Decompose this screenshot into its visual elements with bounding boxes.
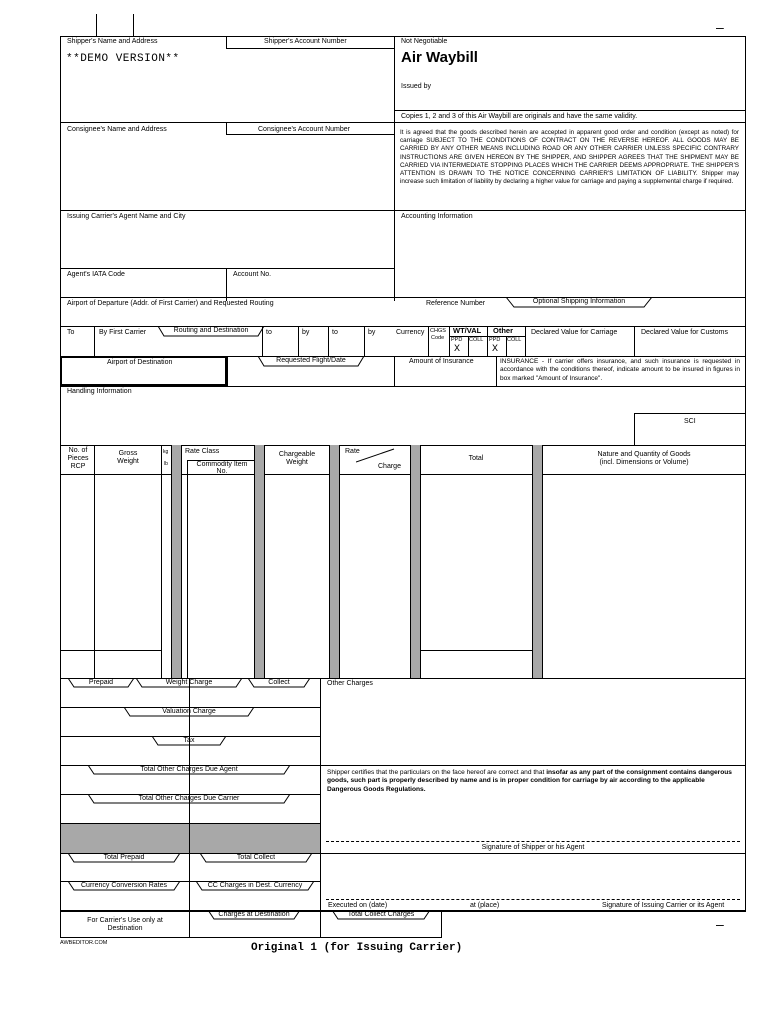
ppd2-label: PPD xyxy=(489,337,501,343)
total-label: Total xyxy=(468,455,484,462)
carrier-signature-label: Signature of Issuing Carrier or its Agent xyxy=(602,902,725,909)
goods-separator-5 xyxy=(532,445,542,678)
other-agent-tab xyxy=(88,765,290,776)
other-ppd-mark[interactable]: X xyxy=(492,344,499,355)
pieces-label: No. of Pieces RCP xyxy=(67,447,89,470)
rate-label: Rate xyxy=(345,448,360,455)
corner-dash-bottom: – xyxy=(716,916,724,932)
route-to2-label: to xyxy=(266,329,272,336)
handling-info-label: Handling Information xyxy=(67,388,132,395)
code-label: Code xyxy=(431,335,445,341)
route-by2-label: by xyxy=(302,329,310,336)
kg-label: kg xyxy=(163,449,169,455)
total-collect-tab xyxy=(200,853,312,864)
rate-class-label: Rate Class xyxy=(185,448,220,455)
binding-mark-left xyxy=(96,14,97,36)
conversion-tab xyxy=(68,881,180,892)
conditions-text: It is agreed that the goods described herein are accepted in apparent good order and condition (except as noted) for carriage SUBJECT TO THE CONDITIONS OF CONTRACT ON THE REVERSE HEREOF. ALL GOODS MAY BE CARRIED BY ANY OTHER MEANS INCLUDING ROAD OR ANY OTHER CARRIER UNLESS SPECIFIC CONTRARY INSTRUCTIONS ARE GIVEN HEREON BY THE SHIPPER, AND SHIPPER AGREES THAT THE SHIPMENT MAY BE CARRIED VIA INTERMEDIATE STOPPING PLACES WHICH THE CARRIER DEEMS APPROPRIATE. THE SHIPPER'S ATTENTION IS DRAWN TO THE NOTICE CONCERNING CARRIER'S LIMITATION OF LIABILITY. Shipper may increase such limitation of liability by declaring a higher value for carriage and paying a supplemental charge if required. xyxy=(400,129,739,186)
original-copy-label: Original 1 (for Issuing Carrier) xyxy=(251,942,463,954)
goods-separator-2 xyxy=(254,445,264,678)
total-collect-label: Total Collect xyxy=(236,854,276,861)
other-label: Other xyxy=(493,326,514,335)
nature-goods-sub: (incl. Dimensions or Volume) xyxy=(599,459,689,466)
shaded-collect-cell xyxy=(190,824,320,853)
chgs-label: CHGS xyxy=(430,328,446,334)
awb-title: Air Waybill xyxy=(401,49,478,66)
shipper-signature-label: Signature of Shipper or his Agent xyxy=(481,844,585,851)
optional-shipping-label: Optional Shipping Information xyxy=(532,298,626,305)
charges-destination-tab xyxy=(208,910,300,921)
departure-label: Airport of Departure (Addr. of First Carrier) and Requested Routing xyxy=(67,300,274,307)
tax-tab xyxy=(152,736,226,747)
route-to-label: To xyxy=(67,329,75,336)
commodity-label: Commodity Item No. xyxy=(196,461,248,475)
at-place-label: at (place) xyxy=(470,902,500,909)
shipper-name-label: Shipper's Name and Address xyxy=(67,38,158,45)
rate-charge-diagonal xyxy=(356,448,396,464)
chargeable-weight-label: Chargeable Weight xyxy=(278,451,316,466)
lb-label: lb xyxy=(164,461,168,467)
binding-mark-right xyxy=(133,14,134,36)
reference-number-label: Reference Number xyxy=(426,300,486,307)
shipper-certification: Shipper certifies that the particulars on the face hereof are correct and that insofar as any part of the consignment contains dangerous goods, such part is properly described by name and is in proper condition for carriage by air according to the applicable Dangerous Goods Regulations. xyxy=(327,769,732,793)
weight-charge-label: Weight Charge xyxy=(165,679,213,686)
goods-separator-3 xyxy=(329,445,339,678)
route-by3-label: by xyxy=(368,329,376,336)
tax-label: Tax xyxy=(183,737,195,744)
total-collect-charges-tab xyxy=(332,910,430,921)
agent-name-city-label: Issuing Carrier's Agent Name and City xyxy=(67,213,186,220)
copies-note: Copies 1, 2 and 3 of this Air Waybill are originals and have the same validity. xyxy=(401,113,638,120)
consignee-account-label: Consignee's Account Number xyxy=(258,126,350,133)
collect-tab xyxy=(248,678,310,689)
valuation-tab xyxy=(124,707,254,718)
executed-on-label: Executed on (date) xyxy=(328,902,388,909)
optional-shipping-tab xyxy=(506,297,652,309)
currency-label: Currency xyxy=(396,329,425,336)
total-collect-charges-label: Total Collect Charges xyxy=(347,911,415,918)
other-carrier-tab xyxy=(88,794,290,805)
prepaid-tab xyxy=(68,678,134,689)
ppd1-label: PPD xyxy=(451,337,463,343)
routing-destination-tab xyxy=(158,326,264,338)
collect-label: Collect xyxy=(268,679,290,686)
amount-insurance-label: Amount of Insurance xyxy=(409,358,474,365)
accounting-info-label: Accounting Information xyxy=(401,213,473,220)
other-agent-label: Total Other Charges Due Agent xyxy=(140,766,238,773)
shipper-signature-line[interactable] xyxy=(326,841,740,842)
wtval-ppd-mark[interactable]: X xyxy=(454,344,461,355)
charges-destination-label: Charges at Destination xyxy=(218,911,290,918)
declared-customs-label: Declared Value for Customs xyxy=(641,329,729,336)
goods-separator-4 xyxy=(410,445,420,678)
shaded-prepaid-cell xyxy=(61,824,189,853)
requested-flight-tab xyxy=(258,356,364,368)
nature-goods-label: Nature and Quantity of Goods xyxy=(597,451,691,458)
issued-by-label: Issued by xyxy=(401,83,431,90)
total-prepaid-tab xyxy=(68,853,180,864)
cc-charges-label: CC Charges in Dest. Currency xyxy=(207,882,303,889)
route-to3-label: to xyxy=(332,329,338,336)
total-prepaid-label: Total Prepaid xyxy=(103,854,145,861)
wtval-label: WT/VAL xyxy=(453,326,482,335)
main-divider xyxy=(394,36,395,301)
requested-flight-label: Requested Flight/Date xyxy=(276,357,346,364)
goods-separator-1 xyxy=(171,445,181,678)
consignee-name-label: Consignee's Name and Address xyxy=(67,126,167,133)
coll1-label: COLL xyxy=(469,337,484,343)
executed-signature-line[interactable] xyxy=(326,899,740,900)
routing-destination-label: Routing and Destination xyxy=(173,327,249,334)
airport-destination-label: Airport of Destination xyxy=(107,359,173,366)
charge-label: Charge xyxy=(378,463,401,470)
valuation-label: Valuation Charge xyxy=(162,708,216,715)
carrier-use-label: For Carrier's Use only at Destination xyxy=(87,917,163,932)
first-carrier-label: By First Carrier xyxy=(99,329,147,336)
insurance-note: INSURANCE - If carrier offers insurance, and such insurance is requested in accordance with the conditions thereof, indicate amount to be insured in figures in box marked "Amount of Insurance". xyxy=(500,358,740,382)
gross-weight-label: Gross Weight xyxy=(117,450,139,465)
declared-carriage-label: Declared Value for Carriage xyxy=(531,329,618,336)
other-carrier-label: Total Other Charges Due Carrier xyxy=(138,795,240,802)
sci-label: SCI xyxy=(684,418,696,425)
other-charges-label: Other Charges xyxy=(327,680,373,687)
conversion-label: Currency Conversion Rates xyxy=(81,882,167,889)
corner-dash-top: – xyxy=(716,19,724,35)
shipper-name-value[interactable]: **DEMO VERSION** xyxy=(66,53,180,65)
account-no-label: Account No. xyxy=(233,271,272,278)
not-negotiable: Not Negotiable xyxy=(401,38,448,45)
cc-charges-tab xyxy=(196,881,314,892)
site-footer: AWBEDITOR.COM xyxy=(60,940,108,946)
agent-iata-label: Agent's IATA Code xyxy=(67,271,125,278)
shipper-account-label: Shipper's Account Number xyxy=(264,38,347,45)
prepaid-label: Prepaid xyxy=(88,679,114,686)
coll2-label: COLL xyxy=(507,337,522,343)
weight-charge-tab xyxy=(136,678,242,689)
